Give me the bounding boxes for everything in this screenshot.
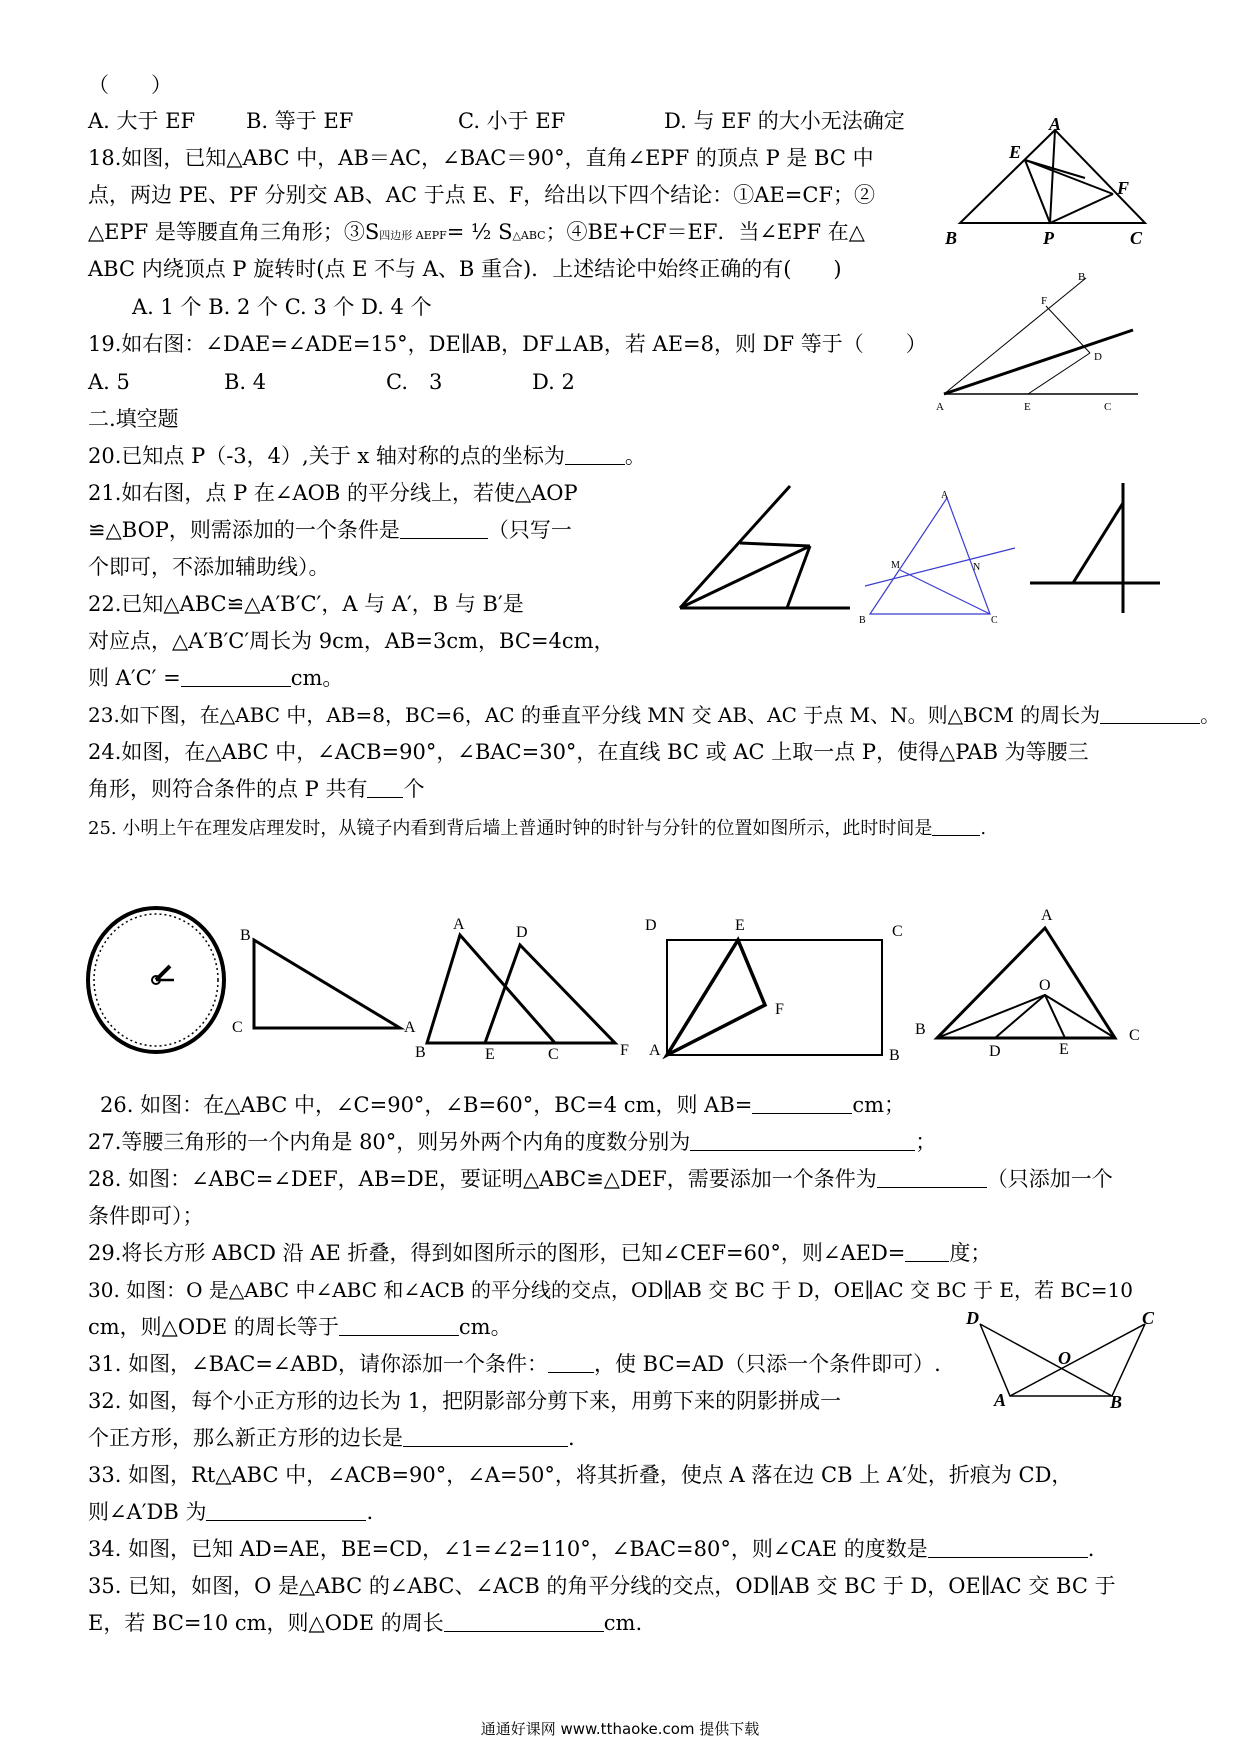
q30-line1: 30. 如图：O 是△ABC 中∠ABC 和∠ACB 的平分线的交点，OD∥AB 交 BC 于 D，OE∥AC 交 BC 于 E，若 BC=10 <box>88 1278 1133 1302</box>
q31-figure <box>960 1306 1160 1416</box>
q18-label-a: A <box>1049 118 1062 134</box>
q18-line2: 点，两边 PE、PF 分别交 AB、AC 于点 E、F，给出以下四个结论：①AE=CF；② <box>88 183 875 207</box>
q19-option-d: D. 2 <box>532 370 575 394</box>
q29-label-e: E <box>735 917 745 934</box>
q19-line1: 19.如右图：∠DAE=∠ADE=15°，DE∥AB，DF⊥AB，若 AE=8，则 DF 等于（ ） <box>88 332 927 356</box>
q26-label-a: A <box>404 1019 416 1036</box>
q19-label-c: C <box>1104 401 1112 413</box>
q23-label-n: N <box>973 562 981 573</box>
q32-line2: 个正方形，那么新正方形的边长是 . <box>88 1426 575 1450</box>
q18-label-c: C <box>1130 228 1143 248</box>
q31-label-c: C <box>1142 1308 1155 1328</box>
q24-line1: 24.如图，在△ABC 中，∠ACB=90°，∠BAC=30°，在直线 BC 或 AC 上取一点 P，使得△PAB 为等腰三 <box>88 740 1089 764</box>
page-footer: 通通好课网 www.tthaoke.com 提供下载 <box>480 1720 760 1738</box>
q17-paren: （ ） <box>88 73 172 97</box>
q20: 20.已知点 P（-3，4）,关于 x 轴对称的点的坐标为 。 <box>88 444 646 468</box>
q19-label-b: B <box>1078 271 1086 283</box>
q21-line3: 个即可，不添加辅助线）。 <box>88 555 330 579</box>
q28-line2: 条件即可）； <box>88 1204 204 1228</box>
q19-figure <box>928 268 1148 418</box>
q18-figure <box>945 118 1160 248</box>
q22-line1: 22.已知△ABC≌△A′B′C′，A 与 A′，B 与 B′是 <box>88 592 524 616</box>
q35-answer-blank[interactable] <box>444 1613 604 1632</box>
q30-line2: cm，则△ODE 的周长等于 cm。 <box>88 1315 512 1339</box>
q31-label-a: A <box>994 1390 1007 1410</box>
q31-label-d: D <box>966 1308 979 1328</box>
q19-label-f: F <box>1041 295 1048 307</box>
q19-option-a: A. 5 <box>88 370 130 394</box>
q22-line2: 对应点，△A′B′C′周长为 9cm，AB=3cm，BC=4cm， <box>88 629 615 653</box>
q19-option-c: C. 3 <box>386 370 443 394</box>
q31-label-b: B <box>1110 1392 1123 1412</box>
q19-option-b: B. 4 <box>224 370 267 394</box>
q26-label-b: B <box>240 927 251 944</box>
q31-label-o: O <box>1058 1348 1071 1368</box>
q30-label-c: C <box>1129 1027 1140 1044</box>
q23-figure <box>855 488 1020 623</box>
q22-answer-blank[interactable] <box>181 668 291 687</box>
q21-line2: ≌△BOP，则需添加的一个条件是 （只写一 <box>88 518 572 542</box>
q29-label-c: C <box>892 923 903 940</box>
q23: 23.如下图，在△ABC 中，AB=8，BC=6，AC 的垂直平分线 MN 交 AB、AC 于点 M、N。则△BCM 的周长为 。 <box>88 703 1221 727</box>
q24-answer-blank[interactable] <box>367 779 403 798</box>
q17-option-c: C. 小于 EF <box>458 109 566 133</box>
q33-answer-blank[interactable] <box>206 1502 366 1521</box>
q29-label-a: A <box>649 1042 661 1059</box>
q23-label-a: A <box>941 490 949 501</box>
q27: 27.等腰三角形的一个内角是 80°，则另外两个内角的度数分别为 ； <box>88 1130 937 1154</box>
q17-option-a: A. 大于 EF <box>88 109 196 133</box>
q30-label-b: B <box>915 1021 926 1038</box>
q28-label-b: B <box>415 1044 426 1060</box>
q23-label-b: B <box>859 615 866 623</box>
q34-answer-blank[interactable] <box>928 1539 1088 1558</box>
q28-line1: 28. 如图：∠ABC=∠DEF，AB=DE，要证明△ABC≌△DEF，需要添加一个条件为 （只添加一个 <box>88 1167 1113 1191</box>
q30-figure <box>905 900 1155 1060</box>
q26-label-c: C <box>232 1019 243 1036</box>
q19-label-d: D <box>1094 351 1102 363</box>
section-fill-blank-heading: 二.填空题 <box>88 407 179 431</box>
q33-line2: 则∠A′DB 为 . <box>88 1500 374 1524</box>
q27-answer-blank[interactable] <box>690 1132 915 1151</box>
q32-line1: 32. 如图，每个小正方形的边长为 1，把阴影部分剪下来，用剪下来的阴影拼成一 <box>88 1389 842 1413</box>
q19-label-a: A <box>936 401 944 413</box>
q17-option-b: B. 等于 EF <box>246 109 354 133</box>
q35-line2: E，若 BC=10 cm，则△ODE 的周长 cm. <box>88 1611 643 1635</box>
q18-label-b: B <box>945 228 958 248</box>
q33-line1: 33. 如图，Rt△ABC 中，∠ACB=90°，∠A=50°，将其折叠，使点 A 落在边 CB 上 A′处，折痕为 CD， <box>88 1463 1073 1487</box>
q31-answer-blank[interactable] <box>548 1354 594 1373</box>
q17-option-d: D. 与 EF 的大小无法确定 <box>664 109 905 133</box>
q23-answer-blank[interactable] <box>1100 705 1200 724</box>
q18-line3: △EPF 是等腰直角三角形；③S四边形 AEPF= ½ S△ABC；④BE+CF＝EF．当∠EPF 在△ <box>88 220 865 244</box>
q28-label-d: D <box>516 924 528 941</box>
q34: 34. 如图，已知 AD=AE，BE=CD，∠1=∠2=110°，∠BAC=80°，则∠CAE 的度数是 . <box>88 1537 1095 1561</box>
q23-label-m: M <box>891 560 900 571</box>
q21-line1: 21.如右图，点 P 在∠AOB 的平分线上，若使△AOP <box>88 481 578 505</box>
q20-answer-blank[interactable] <box>565 446 625 465</box>
q25-clock-figure <box>82 900 232 1060</box>
q28-figure <box>405 905 645 1060</box>
q24-figure <box>1025 478 1165 618</box>
q28-answer-blank[interactable] <box>877 1169 987 1188</box>
q30-label-e: E <box>1059 1041 1069 1058</box>
q18-line4: ABC 内绕顶点 P 旋转时(点 E 不与 A、B 重合)．上述结论中始终正确的有( ) <box>88 257 842 281</box>
q26-answer-blank[interactable] <box>752 1095 852 1114</box>
q18-options: A. 1 个 B. 2 个 C. 3 个 D. 4 个 <box>132 295 432 319</box>
q29-answer-blank[interactable] <box>905 1243 949 1262</box>
q18-label-f: F <box>1117 178 1130 198</box>
q23-label-c: C <box>991 615 998 623</box>
q25: 25. 小明上午在理发店理发时，从镜子内看到背后墙上普通时钟的时针与分针的位置如图所示，此时时间是 . <box>88 818 987 839</box>
q30-answer-blank[interactable] <box>339 1317 459 1336</box>
q30-label-d: D <box>989 1043 1001 1060</box>
q22-line3: 则 A′C′ = cm。 <box>88 666 344 690</box>
q28-label-f: F <box>620 1042 629 1059</box>
q19-label-e: E <box>1024 401 1031 413</box>
q29: 29.将长方形 ABCD 沿 AE 折叠，得到如图所示的图形，已知∠CEF=60°，则∠AED= 度； <box>88 1241 992 1265</box>
q31: 31. 如图，∠BAC=∠ABD，请你添加一个条件： ，使 BC=AD（只添一个条件即可）. <box>88 1352 941 1376</box>
q18-label-e: E <box>1009 142 1022 162</box>
q24-line2: 角形，则符合条件的点 P 共有 个 <box>88 777 425 801</box>
q32-answer-blank[interactable] <box>403 1428 568 1447</box>
q25-answer-blank[interactable] <box>932 817 980 836</box>
q26: 26. 如图：在△ABC 中，∠C=90°，∠B=60°，BC=4 cm，则 AB= cm； <box>100 1093 906 1117</box>
q29-label-b: B <box>889 1047 900 1060</box>
q30-label-o: O <box>1039 977 1051 994</box>
q29-figure <box>645 910 915 1060</box>
q21-answer-blank[interactable] <box>400 520 488 539</box>
q18-label-p: P <box>1043 228 1054 248</box>
q28-label-a: A <box>453 916 465 933</box>
q26-figure <box>232 920 422 1045</box>
q30-label-a: A <box>1041 907 1053 924</box>
q28-label-c: C <box>548 1046 559 1060</box>
q18-line1: 18.如图，已知△ABC 中，AB＝AC，∠BAC＝90°，直角∠EPF 的顶点 P 是 BC 中 <box>88 146 874 170</box>
q35-line1: 35. 已知，如图，O 是△ABC 的∠ABC、∠ACB 的角平分线的交点，OD∥AB 交 BC 于 D，OE∥AC 交 BC 于 <box>88 1574 1116 1598</box>
q21-figure <box>675 478 855 613</box>
q29-label-f: F <box>775 1001 784 1018</box>
q29-label-d: D <box>645 917 657 934</box>
q28-label-e: E <box>485 1046 495 1060</box>
